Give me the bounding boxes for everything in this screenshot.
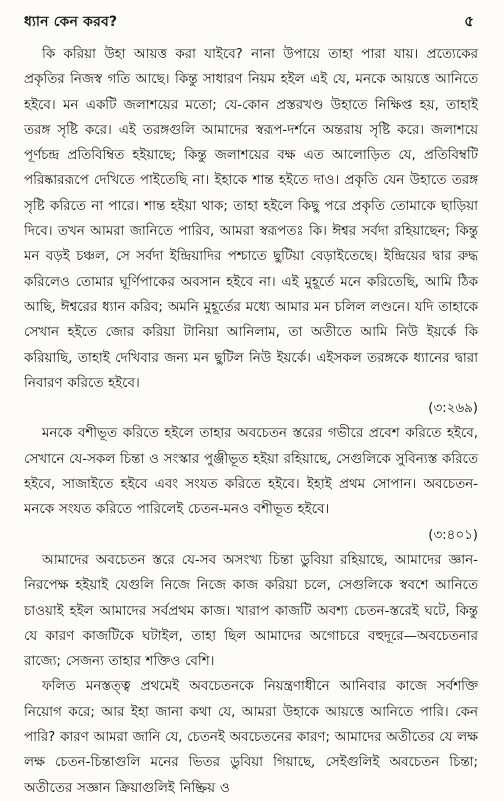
citation: (৩:৪০১)	[428, 527, 478, 543]
paragraph-2	[24, 421, 478, 547]
paragraph-4	[24, 674, 478, 800]
paragraph-text: ফলিত মনস্তত্ত্ব প্রথমেই অবচেতনকে নিয়ন্ত্রণাধীনে আনিবার কাজে সর্বশক্তি নিয়োগ করে; আর ইহা জানা কথা যে, আমরা উহাকে আয়ত্তে আনিতে পারি। কেন পারি? কারণ আমরা জানি যে, চেতনই অবচেতনের কারণ; আমাদের অতীতের যে লক্ষ লক্ষ চেতন-চিন্তাগুলি মনের ভিতর ডুবিয়া গিয়াছে, সেইগুলিই অবচেতন চিন্তা; অতীতের সজ্ঞান ক্রিয়াগুলিই নিষ্ক্রিয় ও	[24, 679, 479, 796]
paragraph-3	[24, 548, 478, 674]
chapter-title: ধ্যান কেন করব?	[24, 14, 118, 30]
running-header	[24, 10, 478, 32]
paragraph-text: মনকে বশীভূত করিতে হইলে তাহার অবচেতন স্তরের গভীরে প্রবেশ করিতে হইবে, সেখানে যে-সকল চিন্তা ও সংস্কার পুঞ্জীভূত হইয়া রহিয়াছে, সেগুলিকে সুবিন্যস্ত করিতে হইবে, সাজাইতে হইবে এবং সংযত করিতে হইবে। ইহাই প্রথম সোপান। অবচেতন-মনকে সংযত করিতে পারিলেই চেতন-মনও বশীভূত হইবে।	[24, 426, 478, 518]
page-number: ৫	[464, 12, 474, 30]
paragraph-1	[24, 42, 478, 421]
paragraph-text: কি করিয়া উহা আয়ত্ত করা যাইবে? নানা উপায়ে তাহা পারা যায়। প্রত্যেকের প্রকৃতির নিজস্ব গতি আছে। কিন্তু সাধারণ নিয়ম হইল এই যে, মনকে আয়ত্তে আনিতে হইবে। মন একটি জলাশয়ের মতো; যে-কোন প্রস্তরখণ্ড উহাতে নিক্ষিপ্ত হয়, তাহাই তরঙ্গ সৃষ্টি করে। এই তরঙ্গগুলি আমাদের স্বরূপ-দর্শনে অন্তরায় সৃষ্টি করে। জলাশয়ে পূর্ণচন্দ্র প্রতিবিম্বিত হইয়াছে; কিন্তু জলাশয়ের বক্ষ এত আলোড়িত যে, প্রতিবিম্বটি পরিষ্কাররূপে দেখিতে পাইতেছি না। ইহাকে শান্ত হইতে দাও। প্রকৃতি যেন উহাতে তরঙ্গ সৃষ্টি করিতে না পারে। শান্ত হইয়া থাক; তাহা হইলে কিছু পরে প্রকৃতি তোমাকে ছাড়িয়া দিবে। তখন আমরা জানিতে পারিব, আমরা স্বরূপতঃ কি। ঈশ্বর সর্বদা রহিয়াছেন; কিন্তু মন বড়ই চঞ্চল, সে সর্বদা ইন্দ্রিয়াদির পশ্চাতে ছুটিয়া বেড়াইতেছে। ইন্দ্রিয়ের দ্বার রুদ্ধ করিলেও তোমার ঘূর্ণিপাকের অবসান হইবে না। এই মুহূর্তে মনে করিতেছি, আমি ঠিক আছি, ঈশ্বরের ধ্যান করিব; অমনি মুহূর্তের মধ্যে আমার মন চলিল লণ্ডনে। যদি তাহাকে সেখান হইতে জোর করিয়া টানিয়া আনিলাম, তা অতীতে আমি নিউ ইয়র্কে কি করিয়াছি, তাহাই দেখিবার জন্য মন ছুটিল নিউ ইয়র্কে। এইসকল তরঙ্গকে ধ্যানের দ্বারা নিবারণ করিতে হইবে।	[24, 47, 478, 391]
paragraph-text: আমাদের অবচেতন স্তরে যে-সব অসংখ্য চিন্তা ডুবিয়া রহিয়াছে, আমাদের জ্ঞান-নিরপেক্ষ হইয়াই যেগুলি নিজে নিজে কাজ করিয়া চলে, সেগুলিকে স্ববশে আনিতে চাওয়াই হইল আমাদের সর্বপ্রথম কাজ। খারাপ কাজটি অবশ্য চেতন-স্তরেই ঘটে, কিন্তু যে কারণ কাজটিকে ঘটাইল, তাহা ছিল আমাদের অগোচরে বহুদূরে—অবচেতনার রাজ্যে; সেজন্য তাহার শক্তিও বেশি।	[24, 552, 478, 670]
citation: (৩:২৬৯)	[428, 401, 478, 417]
